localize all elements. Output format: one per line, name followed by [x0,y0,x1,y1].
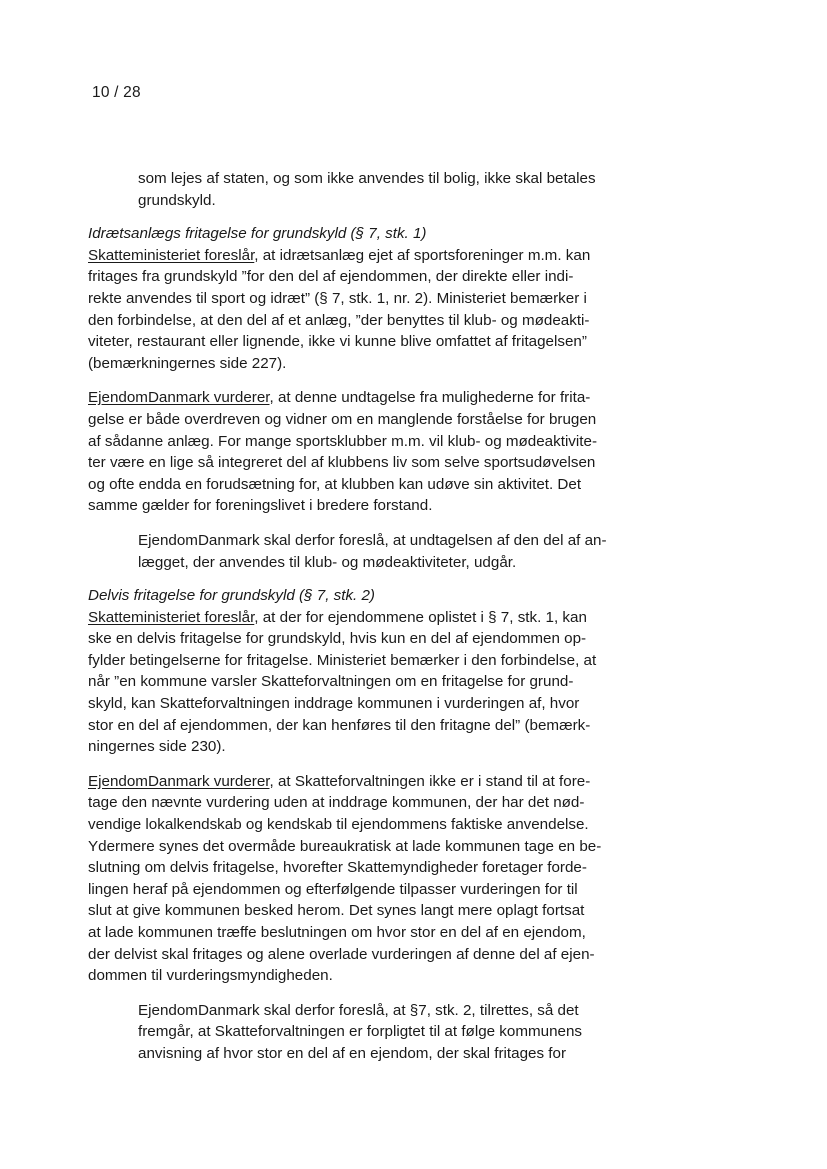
text-run: , at Skatteforvaltningen ikke er i stand til at fore- [269,772,591,790]
text-run: , at der for ejendommene oplistet i § 7, stk. 1, kan [254,608,587,626]
text-line: ske en delvis fritagelse for grundskyld, hvis kun en del af ejendommen op- [88,630,587,648]
text-line: slut at give kommunen besked herom. Det synes langt mere oplagt fortsat [88,902,585,920]
text-line: fritages fra grundskyld ”for den del af ejendommen, der direkte eller indi- [88,268,574,286]
text-line: og ofte endda en forudsætning for, at klubben kan udøve sin aktivitet. Det [88,475,582,493]
text-line: fylder betingelserne for fritagelse. Ministeriet bemærker i den forbindelse, at [88,651,597,669]
text-line: tage den nævnte vurdering uden at inddrage kommunen, der har det nød- [88,794,585,812]
text-run: , at idrætsanlæg ejet af sportsforeninger m.m. kan [254,246,591,264]
text-line: skyld, kan Skatteforvaltningen inddrage kommunen i vurderingen af, hvor [88,695,580,713]
paragraph-ejendomdanmark-assessment-partial [88,771,674,987]
document-body [88,168,674,1065]
text-line: lægget, der anvendes til klub- og mødeaktiviteter, udgår. [138,553,517,571]
text-line: vendige lokalkendskab og kendskab til ejendommens faktiske anvendelse. [88,816,589,834]
section-heading-sports-facilities: Idrætsanlægs fritagelse for grundskyld (§ 7, stk. 1) [88,225,427,243]
text-line: grundskyld. [138,191,216,209]
text-line: den forbindelse, at den del af et anlæg, ”der benyttes til klub- og mødeakti- [88,311,590,329]
text-line: (bemærkningernes side 227). [88,354,287,372]
text-line: anvisning af hvor stor en del af en ejendom, der skal fritages for [138,1044,567,1062]
text-line: EjendomDanmark skal derfor foreslå, at §7, stk. 2, tilrettes, så det [138,1001,579,1019]
text-line: der delvist skal fritages og alene overlade vurderingen af denne del af ejen- [88,945,595,963]
lead-phrase-ministry: Skatteministeriet foreslår [88,608,255,626]
paragraph-ejendomdanmark-assessment-sports [88,387,674,517]
lead-phrase-ministry: Skatteministeriet foreslår [88,246,255,264]
section-heading-partial-exemption: Delvis fritagelse for grundskyld (§ 7, stk. 2) [88,587,375,605]
text-line: samme gælder for foreningslivet i bredere forstand. [88,497,433,515]
text-line: lingen heraf på ejendommen og efterfølgende tilpasser vurderingen for til [88,880,578,898]
text-line: fremgår, at Skatteforvaltningen er forpligtet til at følge kommunens [138,1023,583,1041]
text-line: gelse er både overdreven og vidner om en manglende forståelse for brugen [88,410,597,428]
paragraph-exemption-state-owned [88,168,674,211]
lead-phrase-ejendomdanmark: EjendomDanmark vurderer [88,389,270,407]
text-line: ter være en lige så integreret del af klubbens liv som selve sportsudøvelsen [88,454,596,472]
paragraph-ministry-proposal-sports [88,245,674,375]
paragraph-ministry-proposal-partial [88,607,674,758]
text-line: EjendomDanmark skal derfor foreslå, at undtagelsen af den del af an- [138,531,607,549]
page-number: 10 / 28 [92,84,141,101]
text-line: ningernes side 230). [88,738,226,756]
paragraph-recommendation-partial [88,1000,674,1065]
text-run: , at denne undtagelse fra mulighederne for frita- [269,389,591,407]
text-line: slutning om delvis fritagelse, hvorefter Skattemyndigheder foretager forde- [88,859,587,877]
text-line [88,771,674,793]
text-line [88,245,674,267]
text-line: at lade kommunen træffe beslutningen om hvor stor en del af en ejendom, [88,924,586,941]
text-line: stor en del af ejendommen, der kan henføres til den fritagne del” (bemærk- [88,716,591,734]
text-line: dommen til vurderingsmyndigheden. [88,967,333,985]
text-line [88,387,674,409]
paragraph-recommendation-sports [88,530,674,573]
text-line: som lejes af staten, og som ikke anvendes til bolig, ikke skal betales [138,170,596,187]
text-line: når ”en kommune varsler Skatteforvaltningen om en fritagelse for grund- [88,673,574,691]
lead-phrase-ejendomdanmark: EjendomDanmark vurderer [88,772,270,790]
text-line: viteter, restaurant eller lignende, ikke vi kunne blive omfattet af fritagelsen” [88,333,587,351]
text-line: Ydermere synes det overmåde bureaukratisk at lade kommunen tage en be- [88,837,602,855]
text-line: rekte anvendes til sport og idræt” (§ 7, stk. 1, nr. 2). Ministeriet bemærker i [88,289,587,307]
text-line: af sådanne anlæg. For mange sportsklubber m.m. vil klub- og mødeaktivite- [88,432,598,450]
text-line [88,607,674,629]
